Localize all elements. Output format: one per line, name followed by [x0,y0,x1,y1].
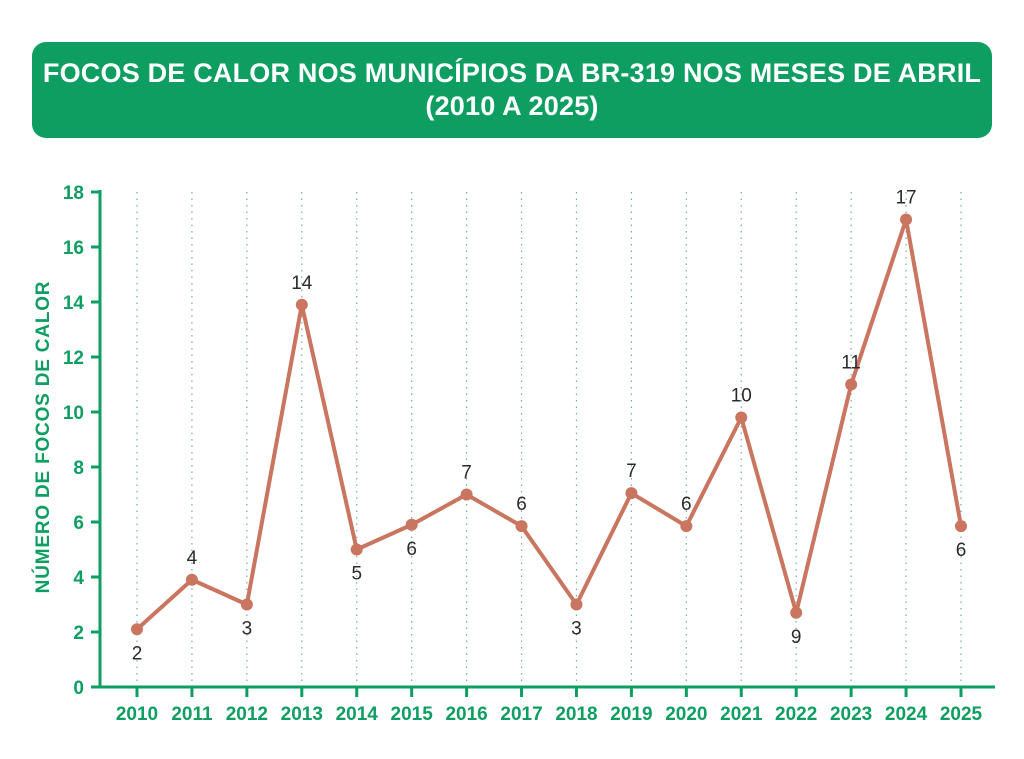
x-axis-tick-label: 2020 [665,704,708,725]
data-point-marker [131,623,143,635]
x-axis-tick-label: 2018 [555,704,598,725]
x-axis-tick-label: 2015 [390,704,433,725]
data-point-label: 17 [895,187,917,209]
data-point-label: 9 [790,626,802,648]
data-point-label: 4 [186,547,198,569]
x-axis-tick-label: 2011 [171,704,213,725]
y-axis-tick-label: 6 [73,513,84,534]
y-axis-tick-label: 16 [62,238,84,259]
y-axis-title: NÚMERO DE FOCOS DE CALOR [33,280,54,594]
data-point-label: 6 [516,494,527,516]
data-point-marker [296,299,308,311]
y-axis-tick-label: 0 [73,678,84,699]
x-axis-tick-label: 2022 [775,704,818,725]
x-axis-tick-label: 2013 [280,704,323,725]
line-chart-plot [0,150,1024,759]
series-line [137,220,961,630]
data-point-marker [570,599,582,611]
data-point-label: 6 [955,540,967,562]
data-point-label: 3 [241,618,253,640]
y-axis-tick-label: 2 [73,623,84,644]
data-point-marker [351,544,363,556]
data-point-marker [735,412,747,424]
data-point-label: 5 [351,563,363,585]
data-point-marker [625,487,637,499]
data-point-label: 3 [571,618,582,640]
data-point-marker [516,520,528,532]
chart-title-line-1: FOCOS DE CALOR NOS MUNICÍPIOS DA BR-319 NOS MESES DE ABRIL [42,58,982,89]
data-point-label: 6 [406,538,417,560]
y-axis-tick-label: 10 [62,403,84,424]
x-axis-tick-label: 2010 [115,704,159,725]
y-axis-tick-label: 8 [73,458,84,479]
x-axis-tick-label: 2023 [829,704,873,725]
x-axis-tick-label: 2019 [610,704,653,725]
y-axis-tick-label: 18 [62,183,84,204]
data-point-marker [900,214,912,226]
data-point-label: 2 [131,643,143,665]
data-point-label: 6 [681,494,692,516]
data-point-marker [680,520,692,532]
data-point-marker [241,599,253,611]
data-point-label: 7 [626,461,637,483]
x-axis-tick-label: 2012 [225,704,269,725]
data-point-label: 7 [461,462,472,484]
y-axis-tick-label: 12 [62,348,84,369]
chart-title-banner [32,42,992,138]
data-point-marker [790,607,802,619]
data-point-marker [955,520,967,532]
x-axis-tick-label: 2025 [939,704,983,725]
data-point-marker [461,489,473,501]
y-axis-tick-label: 14 [62,293,84,314]
chart-area [0,150,1024,759]
data-point-label: 14 [291,272,313,294]
data-point-marker [406,519,418,531]
data-point-label: 11 [841,352,862,374]
x-axis-tick-label: 2021 [720,704,763,725]
data-point-marker [186,574,198,586]
x-axis-tick-label: 2016 [445,704,488,725]
x-axis-tick-label: 2014 [335,704,378,725]
chart-title-line-2: (2010 A 2025) [425,91,599,121]
y-axis-tick-label: 4 [73,568,84,589]
x-axis-tick-label: 2024 [884,704,928,725]
data-point-label: 10 [730,385,752,407]
x-axis-tick-label: 2017 [500,704,543,725]
data-point-marker [845,379,857,391]
